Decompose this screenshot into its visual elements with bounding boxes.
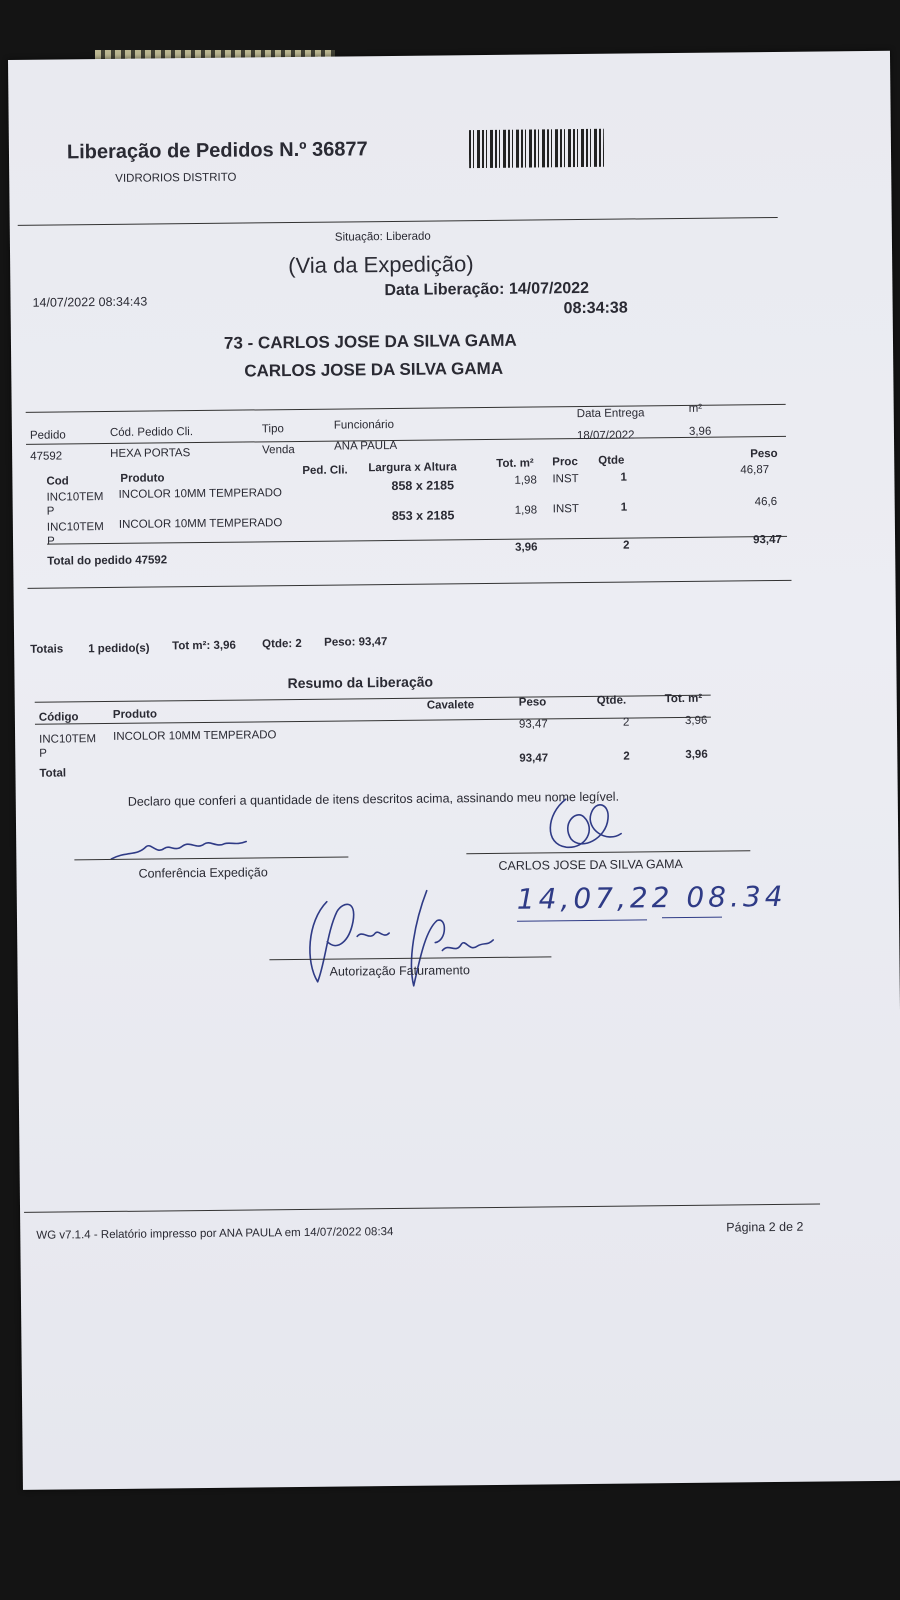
footer-page-number: Página 2 de 2 xyxy=(726,1219,804,1235)
order-total-m2: 3,96 xyxy=(515,541,538,554)
signature-cliente xyxy=(536,789,627,860)
print-timestamp: 14/07/2022 08:34:43 xyxy=(32,294,148,310)
resumo-col-codigo: Código xyxy=(38,711,79,724)
via-label: (Via da Expedição) xyxy=(288,251,474,279)
resumo-total-peso: 93,47 xyxy=(519,752,549,765)
item-dimensoes: 853 x 2185 xyxy=(391,508,455,524)
col-m2: m² xyxy=(688,402,703,415)
order-total-peso: 93,47 xyxy=(753,533,782,547)
resumo-title: Resumo da Liberação xyxy=(287,673,434,692)
item-produto: INCOLOR 10MM TEMPERADO xyxy=(118,517,283,531)
item-cod-suffix: P xyxy=(46,535,55,548)
resumo-col-cavalete: Cavalete xyxy=(426,699,475,712)
resumo-total-label: Total xyxy=(39,767,67,780)
totais-pedidos: 1 pedido(s) xyxy=(88,642,150,656)
order-total-qtde: 2 xyxy=(623,539,630,552)
col-largura-altura: Largura x Altura xyxy=(368,461,457,475)
order-funcionario: ANA PAULA xyxy=(334,439,398,453)
handwritten-underline xyxy=(517,919,647,921)
cliente-line2: CARLOS JOSE DA SILVA GAMA xyxy=(244,358,504,381)
document-page xyxy=(8,51,900,1490)
totais-label: Totais xyxy=(30,643,64,656)
col-peso: Peso xyxy=(750,447,778,461)
cliente-line1: 73 - CARLOS JOSE DA SILVA GAMA xyxy=(223,330,517,353)
resumo-col-produto: Produto xyxy=(112,708,158,721)
conferencia-label: Conferência Expedição xyxy=(138,865,268,881)
resumo-codigo: INC10TEM xyxy=(39,733,97,746)
divider xyxy=(26,404,786,413)
footer-divider xyxy=(24,1204,820,1213)
item-proc: INST xyxy=(552,473,579,486)
col-proc: Proc xyxy=(552,456,578,469)
resumo-total-tot-m2: 3,96 xyxy=(685,748,708,761)
col-pedido: Pedido xyxy=(29,429,66,442)
col-data-entrega: Data Entrega xyxy=(576,407,645,421)
resumo-tot-m2: 3,96 xyxy=(684,714,708,727)
item-tot-m2: 1,98 xyxy=(514,504,538,517)
company-name: VIDRORIOS DISTRITO xyxy=(115,171,237,185)
col-qtde: Qtde xyxy=(598,454,625,467)
resumo-col-tot-m2: Tot. m² xyxy=(664,692,703,706)
resumo-produto: INCOLOR 10MM TEMPERADO xyxy=(113,729,277,743)
declaracao-text: Declaro que conferi a quantidade de itens descritos acima, assinando meu nome legível. xyxy=(127,789,620,809)
order-pedido: 47592 xyxy=(30,450,63,463)
item-cod: INC10TEM xyxy=(46,491,104,504)
handwritten-underline xyxy=(662,917,722,919)
document-title: Liberação de Pedidos N.º 36877 xyxy=(66,138,368,164)
cliente-signature-name: CARLOS JOSE DA SILVA GAMA xyxy=(498,856,683,873)
totais-peso: Peso: 93,47 xyxy=(324,636,388,649)
divider xyxy=(28,580,792,589)
order-tipo: Venda xyxy=(262,444,295,457)
situacao-label: Situação: Liberado xyxy=(334,230,431,244)
col-cod: Cod xyxy=(46,475,69,488)
resumo-col-peso: Peso xyxy=(518,696,547,709)
resumo-qtde: 2 xyxy=(622,716,630,729)
item-cod: INC10TEM xyxy=(46,521,104,534)
order-data-entrega: 18/07/2022 xyxy=(576,429,635,443)
item-produto: INCOLOR 10MM TEMPERADO xyxy=(118,487,282,501)
item-proc: INST xyxy=(552,503,579,516)
item-qtde: 1 xyxy=(620,471,627,484)
divider xyxy=(18,217,778,226)
col-cod-pedido-cli: Cód. Pedido Cli. xyxy=(109,426,194,439)
order-cod-pedido-cli: HEXA PORTAS xyxy=(110,447,191,460)
data-liberacao: Data Liberação: 14/07/2022 xyxy=(384,279,590,300)
col-ped-cli: Ped. Cli. xyxy=(302,464,348,477)
footer-left: WG v7.1.4 - Relatório impresso por ANA PAULA em 14/07/2022 08:34 xyxy=(36,1226,394,1242)
item-peso: 46,87 xyxy=(740,464,770,477)
divider xyxy=(47,533,787,547)
item-cod-suffix: P xyxy=(46,505,55,518)
col-produto: Produto xyxy=(120,472,165,485)
item-dimensoes: 858 x 2185 xyxy=(391,478,455,494)
item-tot-m2: 1,98 xyxy=(514,474,537,487)
order-m2: 3,96 xyxy=(688,425,712,438)
signature-conferencia xyxy=(106,827,256,869)
item-qtde: 1 xyxy=(620,501,628,514)
barcode xyxy=(469,129,604,168)
autorizacao-label: Autorização Faturamento xyxy=(329,963,470,979)
resumo-col-qtde: Qtde. xyxy=(596,694,627,707)
totais-m2: Tot m²: 3,96 xyxy=(172,639,236,653)
order-total-label: Total do pedido 47592 xyxy=(47,554,168,568)
handwritten-date: 14,07,22 08.34 xyxy=(516,879,787,916)
item-peso: 46,6 xyxy=(754,495,778,509)
resumo-total-qtde: 2 xyxy=(623,750,630,763)
col-funcionario: Funcionário xyxy=(333,418,394,432)
totais-qtde: Qtde: 2 xyxy=(262,637,302,651)
col-tipo: Tipo xyxy=(261,423,284,436)
resumo-codigo-suffix: P xyxy=(39,747,48,760)
col-tot-m2: Tot. m² xyxy=(496,457,534,470)
resumo-peso: 93,47 xyxy=(518,718,548,731)
hora-liberacao: 08:34:38 xyxy=(563,299,628,318)
